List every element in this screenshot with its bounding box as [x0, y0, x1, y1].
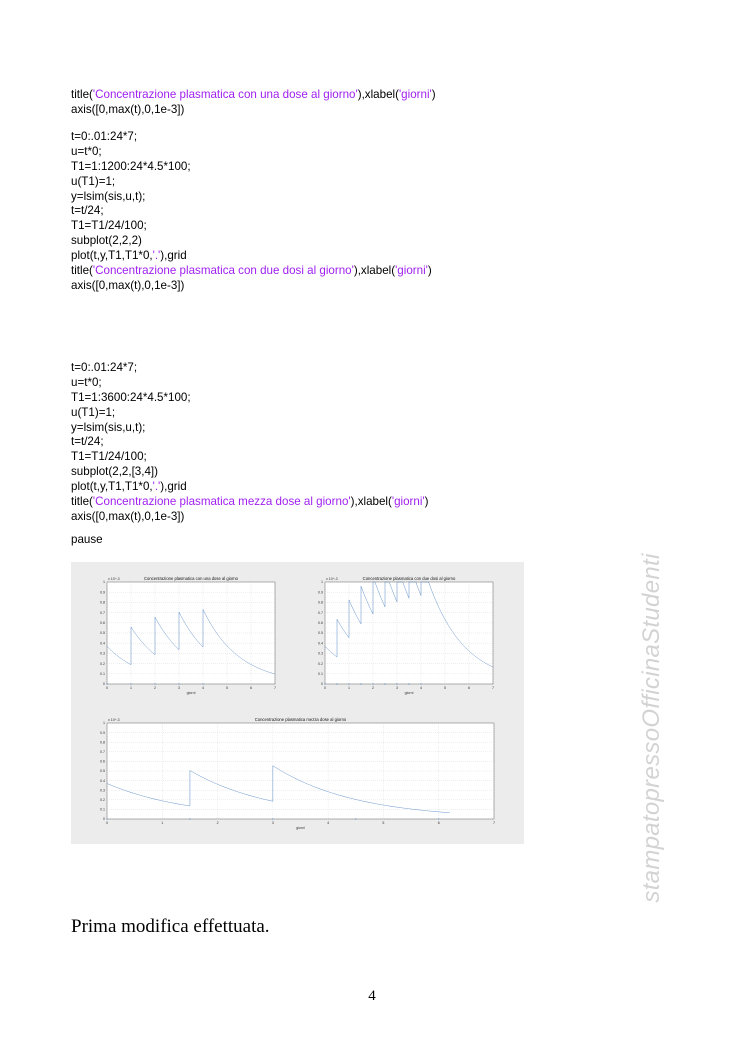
y-tick-label: 1	[103, 580, 105, 585]
chart-title: Concentrazione plasmatica con una dose al giorno	[143, 576, 239, 581]
x-tick-label: 2	[372, 686, 374, 690]
x-tick-label: 7	[492, 686, 494, 690]
chart-2	[318, 576, 494, 695]
code-text: t=t/24;	[71, 204, 104, 218]
code-text: t=0:.01:24*7;	[71, 361, 138, 374]
x-tick-label: 1	[348, 686, 350, 690]
y-tick-label: 0.4	[100, 641, 105, 646]
chart-3	[100, 717, 495, 830]
y-tick-label: 0.7	[100, 750, 105, 754]
dose-marker	[336, 683, 337, 684]
y-tick-label: 0.6	[100, 759, 105, 764]
dose-marker	[384, 683, 385, 684]
code-text: )	[427, 264, 432, 278]
code-block-1	[71, 88, 436, 118]
y-tick-label: 0.5	[100, 631, 105, 636]
code-text: y=lsim(sis,u,t);	[71, 420, 146, 434]
page-number: 4	[368, 988, 376, 1004]
code-line	[71, 190, 432, 205]
y-tick-label: 0.1	[100, 672, 105, 676]
code-block-2	[71, 130, 432, 294]
y-tick-label: 0.7	[100, 610, 105, 615]
chart-1	[100, 576, 276, 695]
code-line	[71, 361, 429, 376]
y-exponent-label: x 10^-3	[108, 718, 120, 722]
dose-marker	[355, 818, 356, 819]
x-tick-label: 1	[161, 821, 164, 825]
watermark: stampatopressoOfficinaStudenti	[638, 553, 665, 903]
code-text: u=t*0;	[71, 375, 102, 389]
code-text: T1=T1/24/100;	[71, 219, 147, 233]
code-text: ),grid	[160, 480, 187, 494]
y-tick-label: 0.6	[318, 621, 323, 625]
dose-marker	[438, 818, 439, 819]
dose-marker	[324, 683, 325, 684]
code-text: T1=T1/24/100;	[71, 450, 147, 464]
code-line	[71, 450, 429, 465]
code-text: ),grid	[160, 249, 187, 263]
code-text: title(	[71, 264, 93, 278]
code-line	[71, 249, 432, 264]
code-line	[71, 435, 429, 450]
code-text: u(T1)=1;	[71, 405, 116, 419]
y-tick-label: 0.3	[318, 651, 323, 656]
code-block-3	[71, 361, 429, 525]
dose-marker	[106, 818, 107, 819]
y-exponent-label: x 10^-3	[108, 577, 120, 581]
code-text: plot(t,y,T1,T1*0,	[71, 249, 153, 263]
y-tick-label: 0.6	[100, 621, 105, 625]
x-tick-label: 5	[226, 686, 228, 690]
code-string: '.'	[152, 480, 161, 494]
x-tick-label: 4	[202, 686, 204, 690]
x-tick-label: 3	[271, 821, 274, 825]
y-tick-label: 0.8	[100, 600, 105, 605]
code-line	[71, 391, 429, 406]
code-string: 'Concentrazione plasmatica con due dosi al giorno'	[92, 264, 354, 278]
x-tick-label: 6	[468, 686, 470, 690]
y-tick-label: 0.9	[100, 590, 105, 595]
dose-marker	[202, 683, 203, 684]
code-text: subplot(2,2,2)	[71, 234, 142, 248]
x-tick-label: 3	[396, 686, 398, 690]
code-text: ),xlabel(	[357, 88, 399, 101]
dose-marker	[189, 818, 190, 819]
y-tick-label: 0.7	[318, 610, 323, 615]
code-line	[71, 103, 436, 118]
code-line	[71, 160, 432, 175]
code-text: )	[431, 88, 436, 101]
caption: Prima modifica effettuata.	[71, 916, 270, 937]
code-line	[71, 264, 432, 279]
code-line	[71, 145, 432, 160]
code-text: axis([0,max(t),0,1e-3])	[71, 278, 185, 292]
code-text: t=0:.01:24*7;	[71, 130, 138, 143]
x-tick-label: 0	[324, 686, 326, 690]
x-axis-label: giorni	[186, 691, 196, 695]
y-tick-label: 0.2	[100, 798, 105, 802]
dose-marker	[130, 683, 131, 684]
y-tick-label: 0.8	[100, 740, 105, 745]
dose-marker	[408, 683, 409, 684]
x-tick-label: 0	[106, 821, 108, 825]
y-tick-label: 0.5	[100, 769, 105, 774]
code-string: 'Concentrazione plasmatica con una dose al giorno'	[92, 88, 358, 101]
x-tick-label: 1	[130, 686, 132, 690]
y-tick-label: 0.1	[318, 672, 323, 676]
dose-marker	[360, 683, 361, 684]
y-tick-label: 0	[103, 682, 105, 687]
y-tick-label: 0.1	[100, 807, 105, 812]
code-line	[71, 204, 432, 219]
code-string: '.'	[152, 249, 161, 263]
dose-marker	[420, 683, 421, 684]
matlab-figure	[71, 562, 524, 844]
code-text: T1=1:1200:24*4.5*100;	[71, 159, 191, 173]
y-tick-label: 0.5	[318, 631, 323, 636]
chart-title: Concentrazione plasmatica con due dosi al giorno	[362, 576, 456, 581]
x-tick-label: 4	[327, 821, 330, 825]
x-tick-label: 5	[444, 686, 446, 690]
code-line	[71, 130, 432, 145]
y-tick-label: 0.4	[318, 641, 323, 646]
code-string: 'giorni'	[398, 88, 432, 101]
code-line	[71, 88, 436, 103]
code-text: title(	[71, 88, 93, 101]
code-text: title(	[71, 495, 93, 509]
code-line	[71, 279, 432, 294]
code-string: 'giorni'	[395, 264, 428, 278]
y-tick-label: 0.4	[100, 778, 105, 783]
code-line	[71, 175, 432, 190]
x-tick-label: 6	[437, 821, 440, 825]
y-tick-label: 0.2	[318, 661, 323, 666]
y-exponent-label: x 10^-3	[326, 577, 338, 581]
x-tick-label: 4	[420, 686, 422, 690]
dose-marker	[154, 683, 155, 684]
y-tick-label: 1	[103, 721, 105, 726]
code-line	[71, 480, 429, 495]
code-text: t=t/24;	[71, 435, 104, 449]
x-tick-label: 6	[250, 686, 252, 690]
code-text: y=lsim(sis,u,t);	[71, 189, 146, 203]
code-text: plot(t,y,T1,T1*0,	[71, 480, 153, 494]
code-text: axis([0,max(t),0,1e-3])	[71, 102, 185, 116]
x-tick-label: 7	[493, 821, 495, 825]
code-text: subplot(2,2,[3,4])	[71, 465, 159, 479]
dose-marker	[396, 683, 397, 684]
x-tick-label: 2	[216, 821, 219, 825]
x-tick-label: 7	[274, 686, 276, 690]
y-tick-label: 0.3	[100, 788, 105, 793]
dose-marker	[178, 683, 179, 684]
dose-marker	[372, 683, 373, 684]
code-line	[71, 465, 429, 480]
y-tick-label: 0.2	[100, 661, 105, 666]
code-string: 'giorni'	[391, 495, 425, 509]
y-tick-label: 1	[321, 580, 323, 585]
code-text: axis([0,max(t),0,1e-3])	[71, 509, 185, 523]
x-tick-label: 0	[106, 686, 108, 690]
code-text: ),xlabel(	[350, 495, 392, 509]
code-line	[71, 406, 429, 421]
code-string: 'Concentrazione plasmatica mezza dose al giorno'	[92, 495, 351, 509]
code-text: )	[424, 495, 429, 509]
code-line	[71, 376, 429, 391]
code-text: u(T1)=1;	[71, 174, 116, 188]
code-line	[71, 219, 432, 234]
y-tick-label: 0.3	[100, 651, 105, 656]
y-tick-label: 0.9	[100, 730, 105, 735]
code-line	[71, 421, 429, 436]
figure-plots	[71, 562, 524, 844]
dose-marker	[106, 683, 107, 684]
pause-command: pause	[71, 533, 103, 546]
x-tick-label: 2	[154, 686, 156, 690]
y-tick-label: 0	[103, 817, 105, 822]
y-tick-label: 0.9	[318, 590, 323, 595]
code-text: ),xlabel(	[353, 264, 396, 278]
x-axis-label: giorni	[296, 826, 305, 830]
code-line	[71, 495, 429, 510]
x-tick-label: 5	[382, 821, 385, 825]
x-tick-label: 3	[178, 686, 180, 690]
code-text: u=t*0;	[71, 144, 102, 158]
code-line	[71, 510, 429, 525]
code-text: T1=1:3600:24*4.5*100;	[71, 390, 191, 404]
chart-title: Concentrazione plasmatica mezza dose al giorno	[254, 717, 347, 722]
dose-marker	[348, 683, 349, 684]
code-line	[71, 234, 432, 249]
y-tick-label: 0	[321, 682, 323, 687]
dose-marker	[272, 818, 273, 819]
x-axis-label: giorni	[404, 691, 414, 695]
y-tick-label: 0.8	[318, 600, 323, 605]
